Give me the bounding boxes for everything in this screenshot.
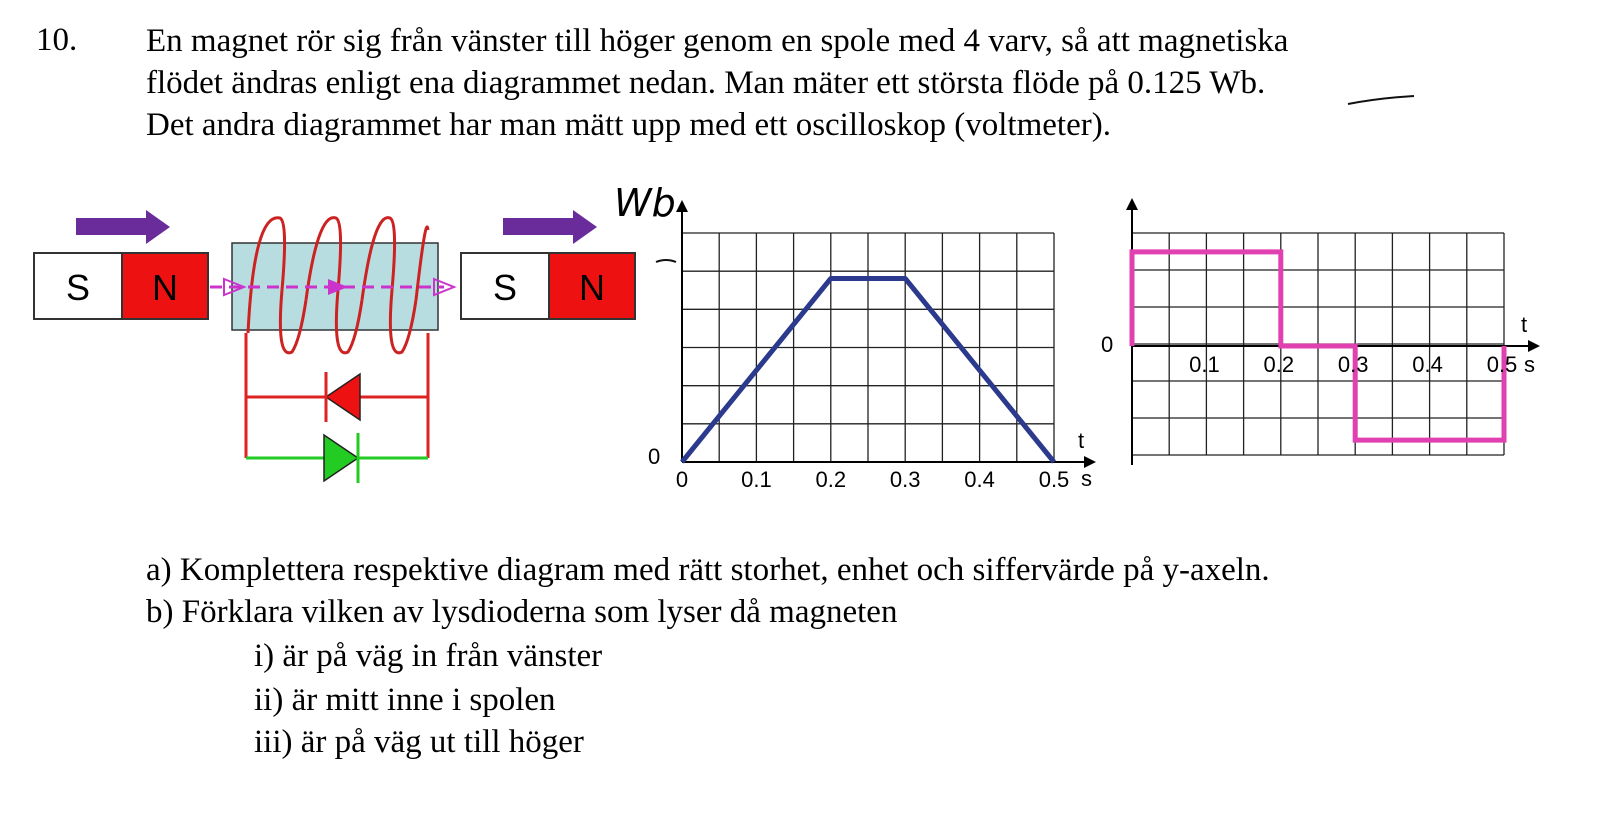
voltage-x-unit: s <box>1524 352 1535 377</box>
red-led-diode <box>326 372 360 422</box>
voltage-x-tick-label: 0.1 <box>1189 352 1220 377</box>
intro-line: flödet ändras enligt ena diagrammet nedan. Man mäter ett största flöde på 0.125 Wb. <box>146 65 1266 101</box>
flux-chart <box>614 181 1096 492</box>
flux-x-tick-label: 0 <box>675 467 689 492</box>
flux-y-tick-label: 0 <box>648 444 661 469</box>
part-b-ii-text: ii) är mitt inne i spolen <box>254 682 556 718</box>
voltage-y-axis-arrow <box>1126 198 1138 210</box>
magnet-right-n-label: N <box>579 267 605 308</box>
magnet-left <box>34 253 208 319</box>
motion-arrow-left <box>76 210 170 244</box>
part-b-i-text: i) är på väg in från vänster <box>254 638 603 674</box>
voltage-axes <box>1132 208 1530 465</box>
flux-x-axis-label: t <box>1078 428 1085 453</box>
magnet-right <box>461 253 635 319</box>
green-led-diode <box>324 433 358 483</box>
flux-x-unit: s <box>1081 466 1092 491</box>
part-a-text: a) Komplettera respektive diagram med rätt storhet, enhet och siffervärde på y-axeln. <box>146 552 1270 588</box>
flux-x-tick-label: 0.2 <box>815 467 847 492</box>
part-b-iii-text: iii) är på väg ut till höger <box>254 724 584 760</box>
intro-line: Det andra diagrammet har man mätt upp med ett oscilloskop (voltmeter). <box>146 107 1111 143</box>
voltage-x-axis-label: t <box>1521 312 1528 337</box>
flux-y-axis-arrow <box>676 200 688 212</box>
intro-line: En magnet rör sig från vänster till höger genom en spole med 4 varv, så att magnetiska <box>146 23 1289 59</box>
voltage-x-tick-label: 0.3 <box>1337 352 1369 377</box>
voltage-y-tick-label: 0 <box>1101 332 1114 357</box>
flux-x-tick-label: 0.3 <box>889 467 921 492</box>
voltage-x-tick-label: 0.5 <box>1486 352 1518 377</box>
voltage-x-axis-arrow <box>1528 340 1540 352</box>
question-number: 10. <box>36 22 78 58</box>
flux-x-tick-label: 0.1 <box>741 467 772 492</box>
magnet-right-s-label: S <box>492 267 518 308</box>
voltage-x-tick-label: 0.2 <box>1263 352 1295 377</box>
flux-grid <box>682 233 1054 462</box>
flux-x-tick-label: 0.5 <box>1038 467 1070 492</box>
handwritten-wb-label: Wb <box>614 181 676 225</box>
part-b-text: b) Förklara vilken av lysdioderna som lyser då magneten <box>146 594 898 630</box>
motion-arrow-right <box>503 210 597 244</box>
voltage-chart <box>1101 198 1540 465</box>
handwritten-tick-mark <box>656 260 676 262</box>
voltage-x-tick-label: 0.4 <box>1412 352 1443 377</box>
magnet-coil-illustration <box>34 210 635 483</box>
magnet-left-n-label: N <box>152 267 178 308</box>
handwritten-underline <box>1348 96 1414 104</box>
magnet-left-s-label: S <box>65 267 91 308</box>
flux-x-tick-label: 0.4 <box>964 467 995 492</box>
